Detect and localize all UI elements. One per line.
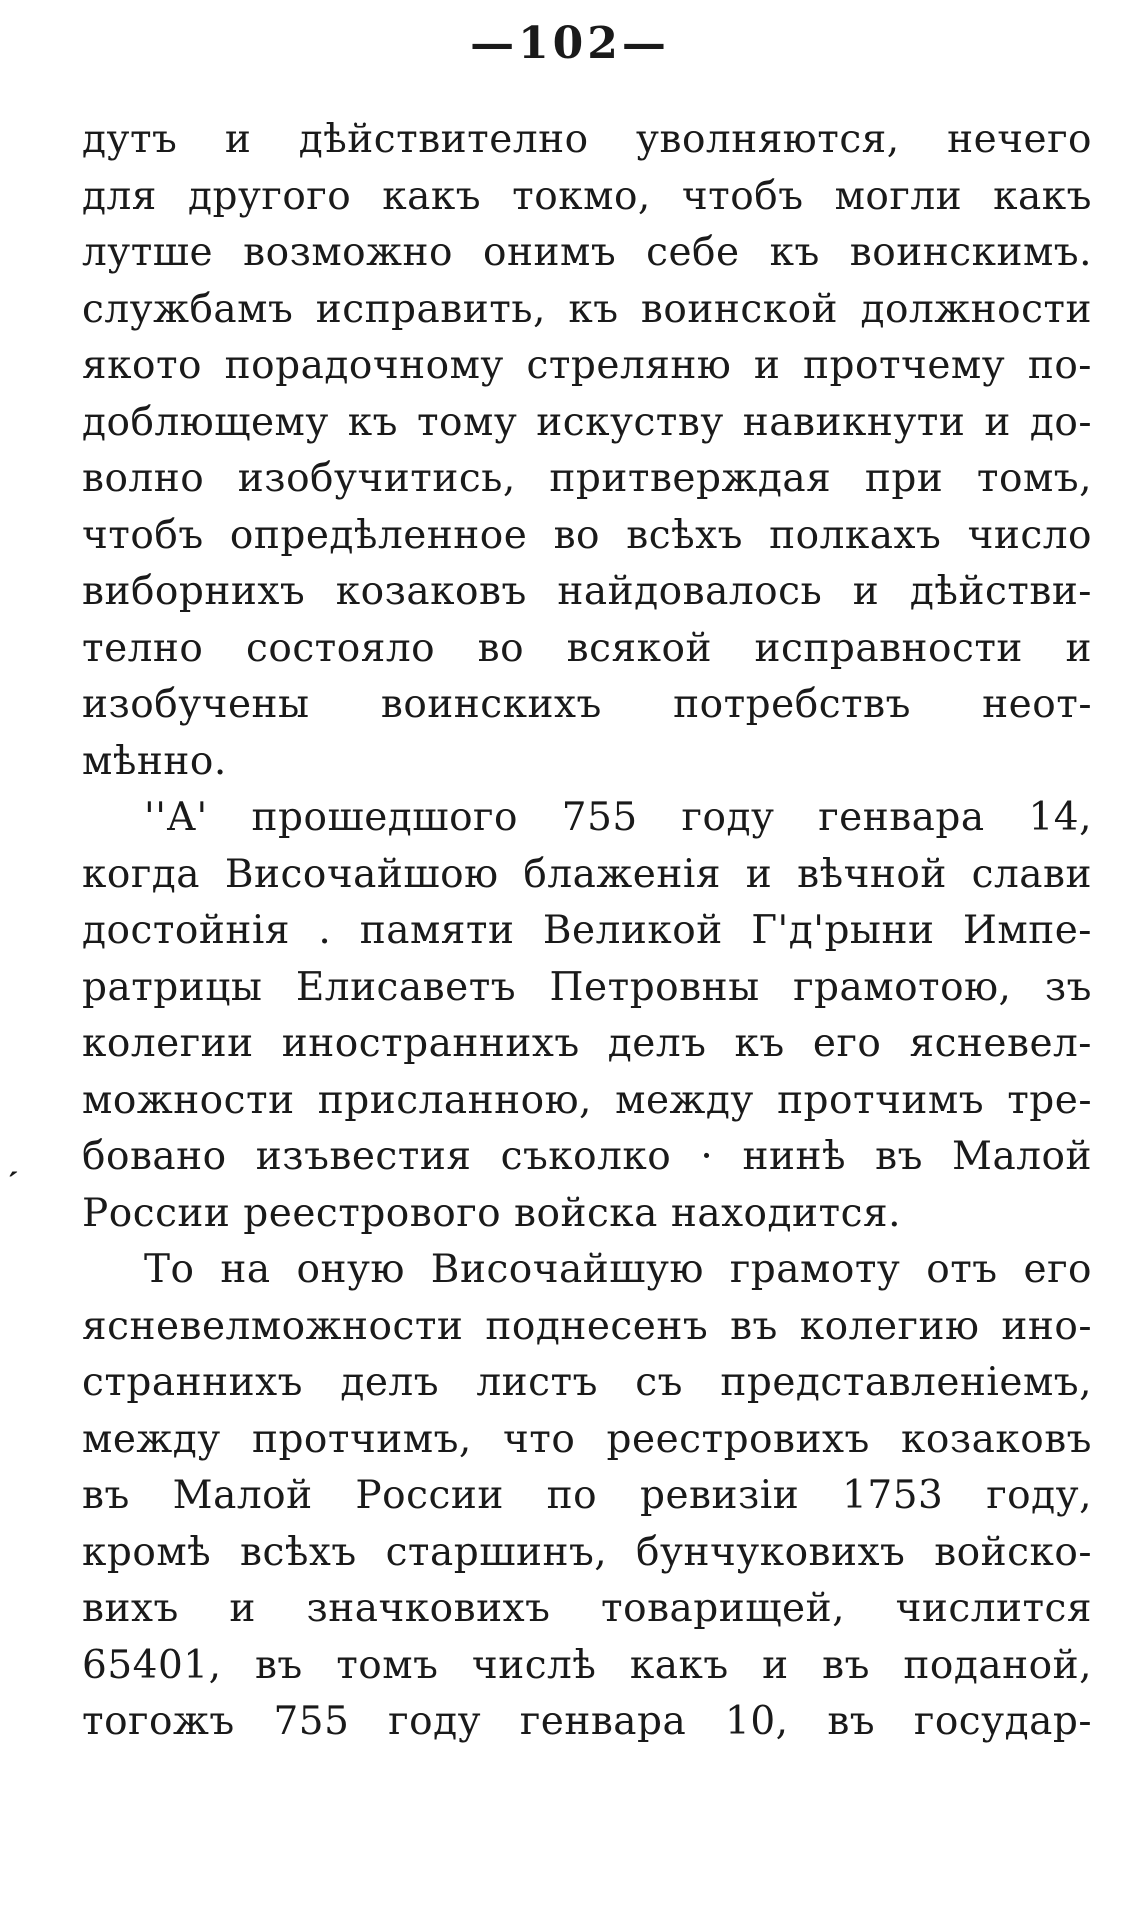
text-line: тогожъ 755 году генвара 10, въ государ-: [82, 1699, 1092, 1744]
text-line: России реестрового войска находится.: [82, 1190, 901, 1236]
text-line: когда Височайшою блаженія и вѣчной слави: [82, 851, 1092, 897]
text-line: страннихъ делъ листъ съ представленіемъ,: [82, 1360, 1092, 1405]
text-line: волно изобучитись, притверждая при томъ,: [82, 456, 1092, 501]
text-line: якото порадочному стреляню и протчему по-: [82, 343, 1092, 388]
text-line: ратрицы Елисаветъ Петровны грамотою, зъ: [82, 964, 1092, 1010]
text-line: бовано изъвестия съколко · нинѣ въ Малой: [82, 1134, 1092, 1179]
text-line: ''А' прошедшого 755 году генвара 14,: [144, 795, 1092, 840]
text-line: дутъ и дѣйствително уволняются, нечего: [82, 117, 1092, 162]
text-line: изобучены воинскихъ потребствъ неот-: [82, 682, 1092, 727]
text-line: телно состояло во всякой исправности и: [82, 625, 1092, 671]
text-line: для другого какъ токмо, чтобъ могли какъ: [82, 173, 1092, 219]
body-text: [82, 112, 1092, 1751]
text-line: ясневелможности поднесенъ въ колегию ино-: [82, 1303, 1092, 1349]
text-line: То на оную Височайшую грамоту отъ его: [144, 1247, 1092, 1292]
text-line: доблющему къ тому искуству навикнути и до-: [82, 399, 1092, 445]
text-line: мѣнно.: [82, 738, 227, 784]
text-line: можности присланною, между протчимъ тре-: [82, 1077, 1092, 1123]
text-line: кромѣ всѣхъ старшинъ, бунчуковихъ войско-: [82, 1529, 1092, 1575]
text-line: 65401, въ томъ числѣ какъ и въ поданой,: [82, 1642, 1092, 1688]
text-line: лутше возможно онимъ себе къ воинскимъ.: [82, 230, 1092, 275]
page-number: —102—: [470, 18, 670, 69]
margin-mark: ˏ: [8, 1138, 20, 1178]
text-line: между протчимъ, что реестровихъ козаковъ: [82, 1416, 1092, 1462]
text-line: колегии иностраннихъ делъ къ его ясневел-: [82, 1021, 1092, 1066]
text-line: достойнія . памяти Великой Г'д'рыни Импе-: [82, 908, 1092, 953]
text-line: чтобъ опредѣленное во всѣхъ полкахъ число: [82, 512, 1092, 558]
text-line: службамъ исправить, къ воинской должности: [82, 286, 1092, 332]
text-line: вихъ и значковихъ товарищей, числится: [82, 1586, 1092, 1631]
text-line: въ Малой России по ревизіи 1753 году,: [82, 1473, 1092, 1518]
text-line: виборнихъ козаковъ найдовалось и дѣйстви-: [82, 569, 1092, 614]
